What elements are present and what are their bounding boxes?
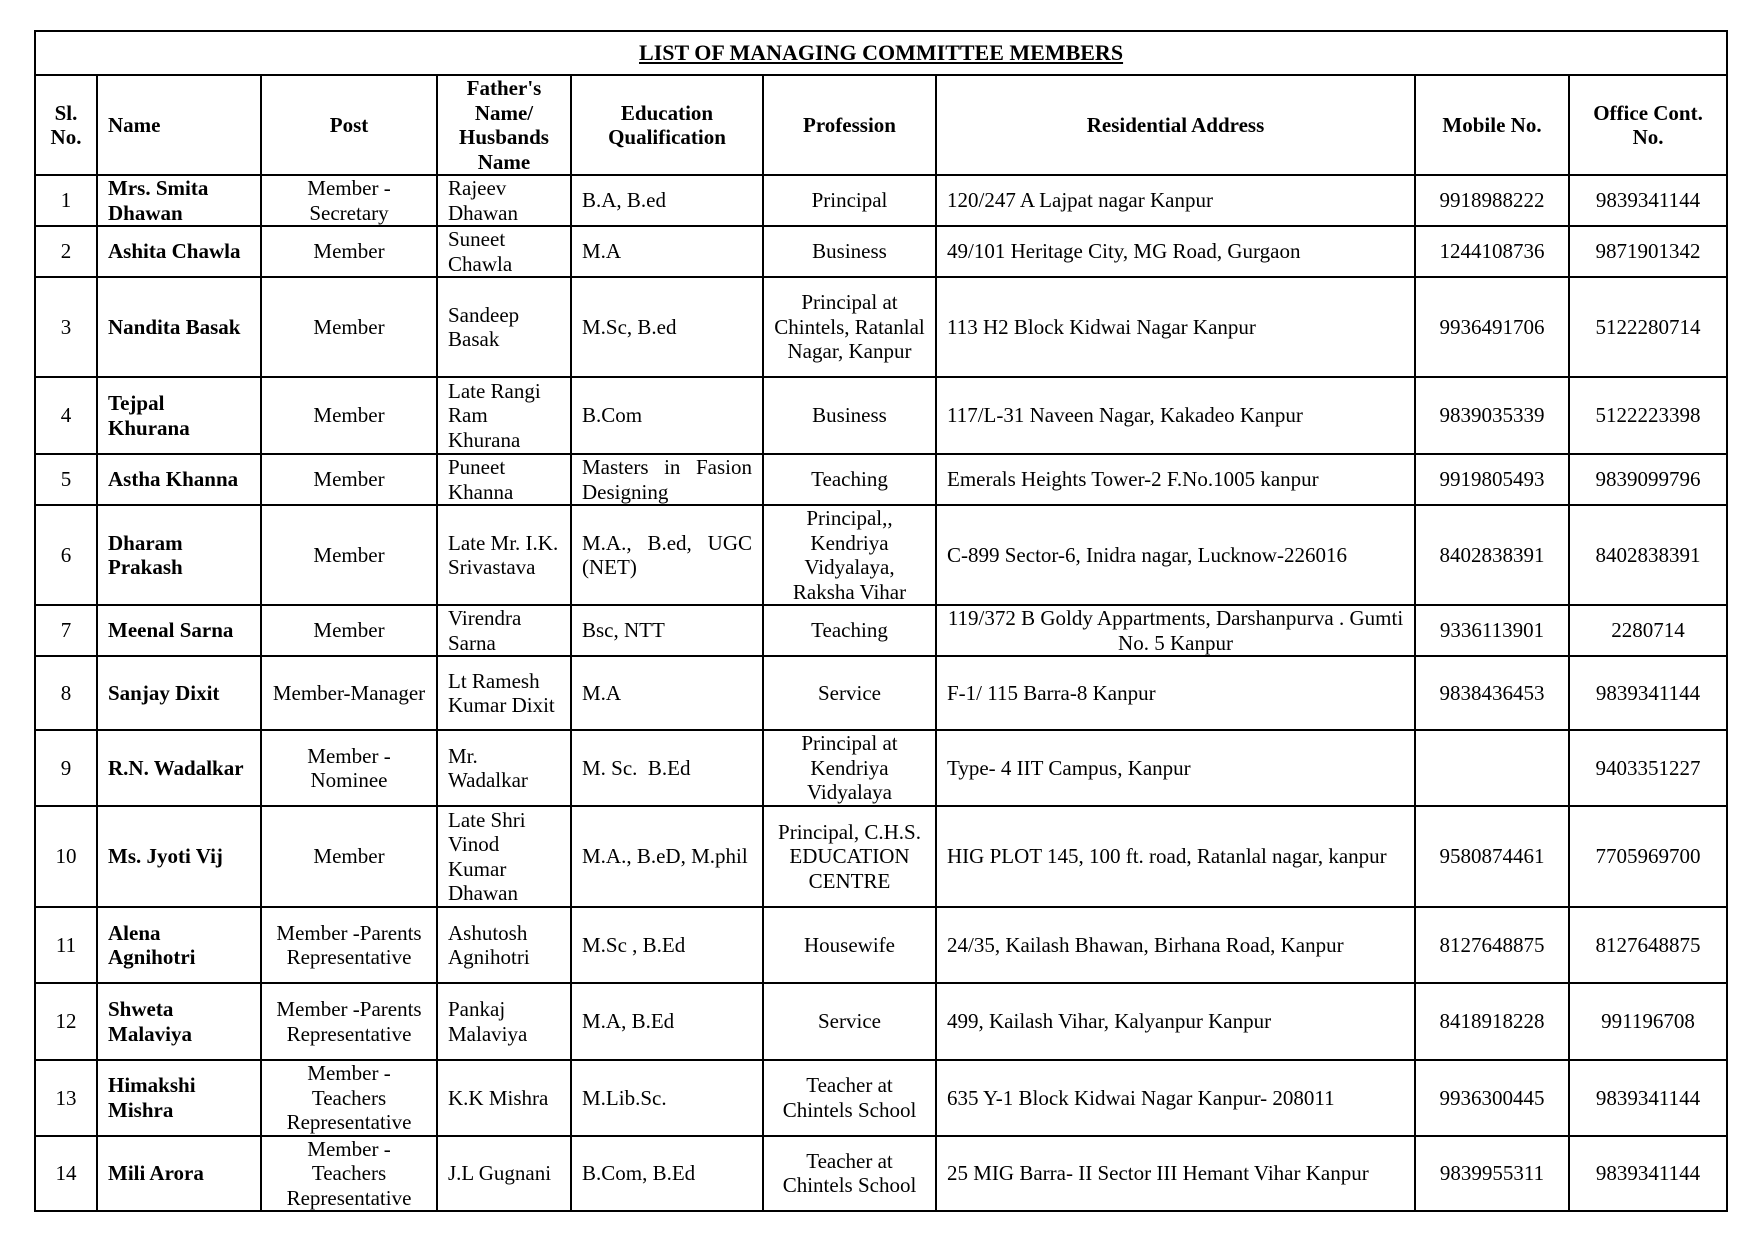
cell-office: 9839341144: [1569, 1136, 1727, 1212]
cell-address: F-1/ 115 Barra-8 Kanpur: [936, 656, 1415, 730]
cell-office: 9839341144: [1569, 1060, 1727, 1136]
table-row: [35, 175, 1727, 226]
cell-mobile: 9838436453: [1415, 656, 1569, 730]
cell-profession: Teaching: [763, 454, 936, 505]
cell-post: Member - Teachers Representative: [261, 1136, 437, 1212]
header-row: [35, 75, 1727, 175]
cell-father: K.K Mishra: [437, 1060, 571, 1136]
cell-father: Rajeev Dhawan: [437, 175, 571, 226]
table-row: [35, 277, 1727, 377]
cell-profession: Business: [763, 377, 936, 454]
cell-mobile: 9918988222: [1415, 175, 1569, 226]
header-mobile: Mobile No.: [1415, 75, 1569, 175]
cell-name: Himakshi Mishra: [97, 1060, 261, 1136]
cell-education: M.A., B.ed, UGC (NET): [571, 505, 763, 605]
cell-education: B.Com, B.Ed: [571, 1136, 763, 1212]
cell-sl: 4: [35, 377, 97, 454]
cell-address: 635 Y-1 Block Kidwai Nagar Kanpur- 208011: [936, 1060, 1415, 1136]
title-row: [35, 31, 1727, 75]
cell-father: Puneet Khanna: [437, 454, 571, 505]
cell-father: Pankaj Malaviya: [437, 983, 571, 1060]
cell-mobile: 9936491706: [1415, 277, 1569, 377]
cell-mobile: 9336113901: [1415, 605, 1569, 656]
cell-office: 9871901342: [1569, 226, 1727, 277]
cell-mobile: 9919805493: [1415, 454, 1569, 505]
cell-sl: 13: [35, 1060, 97, 1136]
table-row: [35, 226, 1727, 277]
header-office: Office Cont. No.: [1569, 75, 1727, 175]
table-row: [35, 454, 1727, 505]
cell-office: 5122280714: [1569, 277, 1727, 377]
cell-education: M.Sc, B.ed: [571, 277, 763, 377]
cell-mobile: [1415, 730, 1569, 806]
cell-post: Member: [261, 377, 437, 454]
cell-name: Tejpal Khurana: [97, 377, 261, 454]
cell-father: Lt Ramesh Kumar Dixit: [437, 656, 571, 730]
cell-post: Member - Secretary: [261, 175, 437, 226]
cell-post: Member - Nominee: [261, 730, 437, 806]
cell-office: 8402838391: [1569, 505, 1727, 605]
cell-sl: 11: [35, 907, 97, 983]
cell-address: 113 H2 Block Kidwai Nagar Kanpur: [936, 277, 1415, 377]
cell-mobile: 9936300445: [1415, 1060, 1569, 1136]
cell-office: 5122223398: [1569, 377, 1727, 454]
cell-father: Sandeep Basak: [437, 277, 571, 377]
cell-address: Emerals Heights Tower-2 F.No.1005 kanpur: [936, 454, 1415, 505]
table-row: [35, 907, 1727, 983]
cell-name: Alena Agnihotri: [97, 907, 261, 983]
committee-table: [34, 30, 1728, 1212]
cell-education: M.A, B.Ed: [571, 983, 763, 1060]
cell-office: 9839099796: [1569, 454, 1727, 505]
cell-address: C-899 Sector-6, Inidra nagar, Lucknow-226016: [936, 505, 1415, 605]
cell-office: 9403351227: [1569, 730, 1727, 806]
cell-education: M.Lib.Sc.: [571, 1060, 763, 1136]
cell-office: 991196708: [1569, 983, 1727, 1060]
cell-father: Late Rangi Ram Khurana: [437, 377, 571, 454]
cell-profession: Housewife: [763, 907, 936, 983]
cell-education: Bsc, NTT: [571, 605, 763, 656]
cell-sl: 10: [35, 806, 97, 907]
cell-education: M.A: [571, 226, 763, 277]
cell-sl: 1: [35, 175, 97, 226]
cell-profession: Principal at Chintels, Ratanlal Nagar, Kanpur: [763, 277, 936, 377]
cell-name: Astha Khanna: [97, 454, 261, 505]
cell-sl: 12: [35, 983, 97, 1060]
cell-name: Sanjay Dixit: [97, 656, 261, 730]
cell-post: Member: [261, 454, 437, 505]
table-row: [35, 730, 1727, 806]
table-row: [35, 656, 1727, 730]
cell-profession: Principal at Kendriya Vidyalaya: [763, 730, 936, 806]
table-row: [35, 983, 1727, 1060]
cell-address: HIG PLOT 145, 100 ft. road, Ratanlal nagar, kanpur: [936, 806, 1415, 907]
cell-name: Mili Arora: [97, 1136, 261, 1212]
cell-name: Ashita Chawla: [97, 226, 261, 277]
cell-address: 25 MIG Barra- II Sector III Hemant Vihar Kanpur: [936, 1136, 1415, 1212]
table-row: [35, 1136, 1727, 1212]
cell-name: Shweta Malaviya: [97, 983, 261, 1060]
cell-name: Dharam Prakash: [97, 505, 261, 605]
cell-sl: 9: [35, 730, 97, 806]
cell-name: R.N. Wadalkar: [97, 730, 261, 806]
cell-sl: 8: [35, 656, 97, 730]
cell-office: 7705969700: [1569, 806, 1727, 907]
cell-profession: Principal,, Kendriya Vidyalaya, Raksha Vihar: [763, 505, 936, 605]
cell-name: Meenal Sarna: [97, 605, 261, 656]
cell-profession: Business: [763, 226, 936, 277]
cell-office: 2280714: [1569, 605, 1727, 656]
cell-office: 9839341144: [1569, 175, 1727, 226]
cell-sl: 14: [35, 1136, 97, 1212]
cell-post: Member: [261, 605, 437, 656]
cell-sl: 6: [35, 505, 97, 605]
cell-father: Ashutosh Agnihotri: [437, 907, 571, 983]
cell-mobile: 8402838391: [1415, 505, 1569, 605]
cell-education: B.Com: [571, 377, 763, 454]
cell-education: M.A., B.eD, M.phil: [571, 806, 763, 907]
cell-profession: Service: [763, 983, 936, 1060]
cell-post: Member: [261, 277, 437, 377]
header-father: Father's Name/ Husbands Name: [437, 75, 571, 175]
cell-sl: 3: [35, 277, 97, 377]
cell-post: Member-Manager: [261, 656, 437, 730]
table-row: [35, 377, 1727, 454]
cell-address: 499, Kailash Vihar, Kalyanpur Kanpur: [936, 983, 1415, 1060]
header-post: Post: [261, 75, 437, 175]
header-profession: Profession: [763, 75, 936, 175]
cell-father: J.L Gugnani: [437, 1136, 571, 1212]
cell-sl: 2: [35, 226, 97, 277]
cell-sl: 5: [35, 454, 97, 505]
cell-father: Virendra Sarna: [437, 605, 571, 656]
cell-mobile: 8127648875: [1415, 907, 1569, 983]
cell-profession: Service: [763, 656, 936, 730]
cell-address: 117/L-31 Naveen Nagar, Kakadeo Kanpur: [936, 377, 1415, 454]
cell-name: Ms. Jyoti Vij: [97, 806, 261, 907]
cell-mobile: 1244108736: [1415, 226, 1569, 277]
header-address: Residential Address: [936, 75, 1415, 175]
cell-mobile: 9839955311: [1415, 1136, 1569, 1212]
cell-post: Member -Parents Representative: [261, 983, 437, 1060]
header-name: Name: [97, 75, 261, 175]
cell-education: Masters in Fasion Designing: [571, 454, 763, 505]
cell-father: Suneet Chawla: [437, 226, 571, 277]
document-title: LIST OF MANAGING COMMITTEE MEMBERS: [35, 31, 1727, 75]
table-row: [35, 1060, 1727, 1136]
cell-education: M.A: [571, 656, 763, 730]
cell-address: 24/35, Kailash Bhawan, Birhana Road, Kanpur: [936, 907, 1415, 983]
cell-post: Member -Parents Representative: [261, 907, 437, 983]
cell-post: Member: [261, 806, 437, 907]
table-row: [35, 505, 1727, 605]
header-education: Education Qualification: [571, 75, 763, 175]
cell-office: 9839341144: [1569, 656, 1727, 730]
cell-post: Member - Teachers Representative: [261, 1060, 437, 1136]
header-sl: Sl. No.: [35, 75, 97, 175]
cell-mobile: 9580874461: [1415, 806, 1569, 907]
cell-father: Late Shri Vinod Kumar Dhawan: [437, 806, 571, 907]
cell-name: Mrs. Smita Dhawan: [97, 175, 261, 226]
cell-father: Mr. Wadalkar: [437, 730, 571, 806]
cell-sl: 7: [35, 605, 97, 656]
cell-address: 120/247 A Lajpat nagar Kanpur: [936, 175, 1415, 226]
cell-profession: Principal, C.H.S. EDUCATION CENTRE: [763, 806, 936, 907]
table-row: [35, 806, 1727, 907]
cell-education: M. Sc. B.Ed: [571, 730, 763, 806]
cell-father: Late Mr. I.K. Srivastava: [437, 505, 571, 605]
cell-address: Type- 4 IIT Campus, Kanpur: [936, 730, 1415, 806]
cell-address: 49/101 Heritage City, MG Road, Gurgaon: [936, 226, 1415, 277]
cell-mobile: 8418918228: [1415, 983, 1569, 1060]
document-sheet: [34, 30, 1726, 1212]
cell-education: B.A, B.ed: [571, 175, 763, 226]
cell-profession: Teacher at Chintels School: [763, 1136, 936, 1212]
cell-post: Member: [261, 505, 437, 605]
cell-name: Nandita Basak: [97, 277, 261, 377]
cell-mobile: 9839035339: [1415, 377, 1569, 454]
cell-profession: Teaching: [763, 605, 936, 656]
cell-office: 8127648875: [1569, 907, 1727, 983]
table-row: [35, 605, 1727, 656]
cell-post: Member: [261, 226, 437, 277]
cell-education: M.Sc , B.Ed: [571, 907, 763, 983]
cell-profession: Principal: [763, 175, 936, 226]
cell-profession: Teacher at Chintels School: [763, 1060, 936, 1136]
cell-address: 119/372 B Goldy Appartments, Darshanpurva . Gumti No. 5 Kanpur: [936, 605, 1415, 656]
